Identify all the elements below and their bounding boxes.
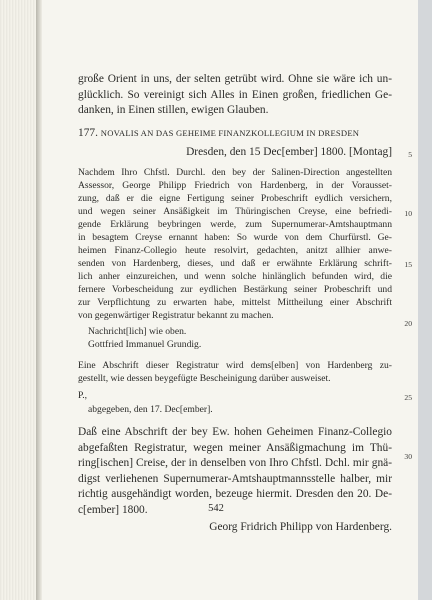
text-line: von gegenwärtiger Registratur bekannt zu machen. xyxy=(78,310,274,321)
line-number: 25 xyxy=(404,393,412,402)
sent-note xyxy=(88,403,388,416)
text-line: Assessor, George Philipp Friedrich von Hardenberg, in der Vorausset- xyxy=(78,180,392,191)
text-line: danken, in Einen stillen, ewigen Glauben. xyxy=(78,104,269,117)
line-number: 20 xyxy=(404,319,412,328)
dateline-text: Dresden, den 15 Dec[ember] 1800. [Montag] xyxy=(186,146,392,158)
text-line: abgegeben, den 17. Dec[ember]. xyxy=(88,404,213,415)
text-line: und wegen seiner Ansäßigkeit im Thüringischen Creyse, eine befriedi- xyxy=(78,206,392,217)
text-line: große Orient in uns, der selten getrübt wird. Ohne sie wäre ich un- xyxy=(78,73,392,85)
note-block xyxy=(88,325,388,351)
text-line: P., xyxy=(78,390,88,401)
text-line: Daß eine Abschrift der bey Ew. hohen Geheimen Finanz-Collegio xyxy=(78,426,392,438)
letter-title: NOVALIS AN DAS GEHEIME FINANZKOLLEGIUM IN DRESDEN xyxy=(100,128,360,138)
intro-paragraph xyxy=(78,72,392,119)
text-line: c[ember] 1800. xyxy=(78,503,148,516)
text-line: lich anher einzureichen, und wenn solche hinlänglich befunden wird, die xyxy=(78,271,392,282)
line-number: 30 xyxy=(404,452,412,461)
text-line: digst verliehenen Supernumerar-Amtshauptmannsstelle halber, mir xyxy=(78,472,392,485)
p-mark xyxy=(78,389,392,402)
letter-number: 177. xyxy=(78,127,98,139)
text-line: glücklich. So vereinigt sich Alles in Einen großen, friedlichen Ge- xyxy=(78,88,392,101)
text-line: in besagtem Creyse ernannt haben: So wurde von dem Churfürstl. Ge- xyxy=(78,232,392,243)
text-line: Nachricht[lich] wie oben. xyxy=(88,326,187,337)
text-line: zung, daß er die eigne Fertigung seiner Probeschrift eydlich versichern, xyxy=(78,193,392,204)
text-line: abgefaßten Registratur, wegen meiner Ansäßigmachung im Thü- xyxy=(78,441,392,454)
text-line: Gottfried Immanuel Grundig. xyxy=(88,339,202,350)
dateline xyxy=(78,145,392,160)
letter-heading xyxy=(78,126,392,141)
text-line: gestellt, wie dessen beygefügte Bescheinigung darüber ausweiset. xyxy=(78,373,331,384)
body-paragraph xyxy=(78,166,392,322)
text-line: zur Verpflichtung zu erwarten habe, mittelst Mittheilung einer Abschrift xyxy=(78,297,392,308)
page-number: 542 xyxy=(208,503,224,514)
text-line: heimen Finanz-Collegio heute resolvirt, gedachten, anitzt allhier anwe- xyxy=(78,245,392,256)
text-line: fernere Vorbescheidung zur eydlichen Bestärkung seiner Probeschrift und xyxy=(78,284,392,295)
text-line: senden von Hardenberg, dieses, und daß er erwähnte Erklärung schrift- xyxy=(78,258,392,269)
signature xyxy=(78,520,392,536)
text-line: gende Erklärung beybringen werde, zum Supernumerar-Amtshauptmann xyxy=(78,219,392,230)
line-number: 10 xyxy=(404,209,412,218)
text-line: Eine Abschrift dieser Registratur wird dems[elben] von Hardenberg zu- xyxy=(78,360,392,371)
text-line: richtig ausgehändigt worden, bezeuge hiermit. Dresden den 20. De- xyxy=(78,488,392,501)
text-line: Nachdem Ihro Chfstl. Durchl. den bey der Salinen-Direction angestellten xyxy=(78,167,392,178)
signature-text: Georg Fridrich Philipp von Hardenberg. xyxy=(209,521,392,533)
text-line: ring[ischen] Creise, der in denselben von Ihro Chfstl. Dchl. mir gnä- xyxy=(78,457,392,470)
copy-paragraph xyxy=(78,359,392,385)
line-number: 15 xyxy=(404,260,412,269)
line-number: 5 xyxy=(408,150,412,159)
